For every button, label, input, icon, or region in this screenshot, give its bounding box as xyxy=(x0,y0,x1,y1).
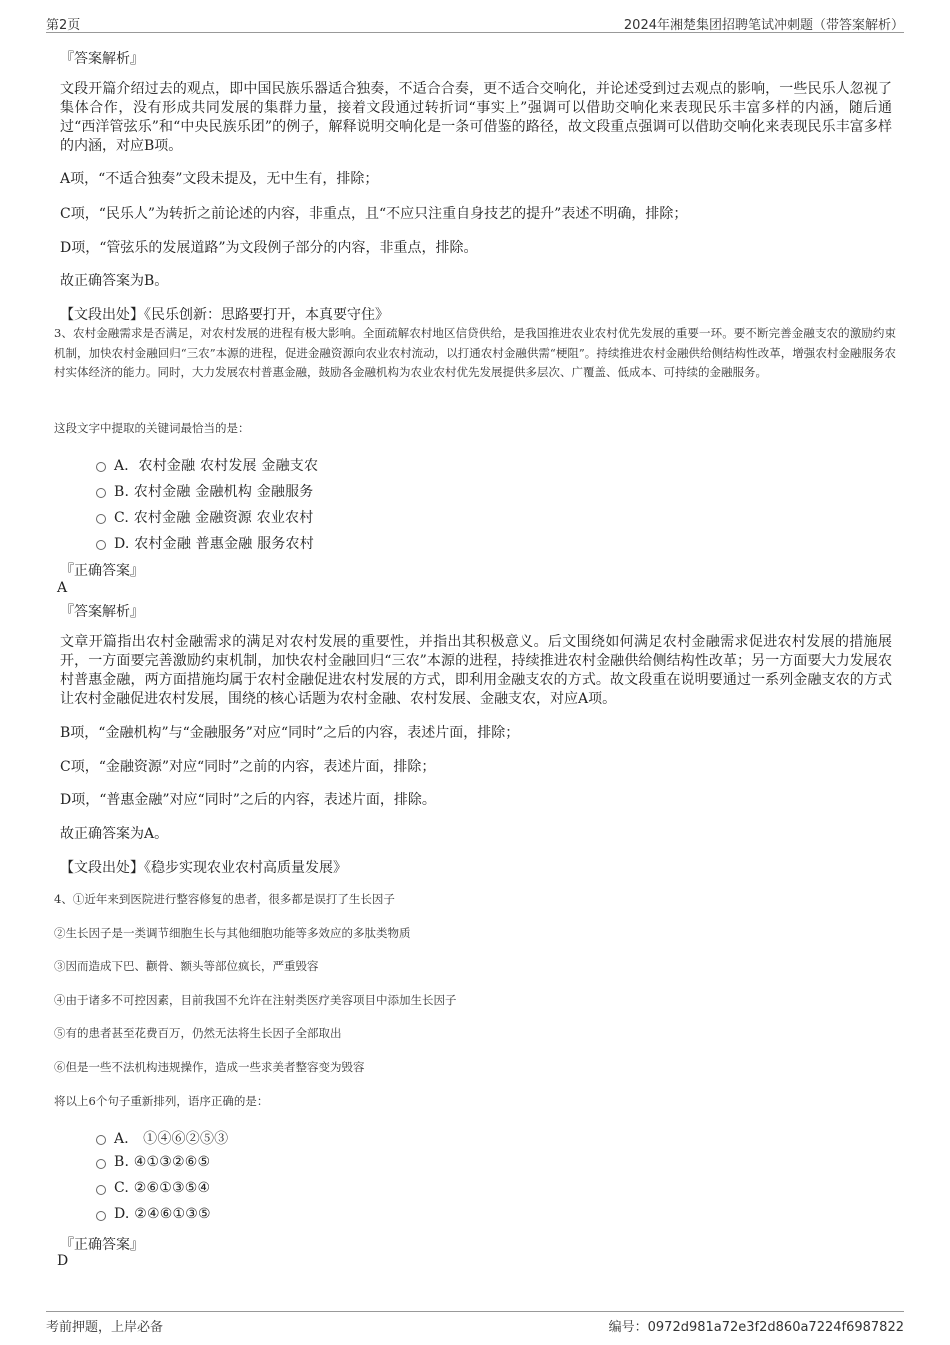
q4-answer-label: 『正确答案』 xyxy=(60,1237,144,1253)
q3-option-b[interactable]: B. 农村金融 金融机构 金融服务 xyxy=(96,481,314,501)
q3-option-a[interactable]: A．农村金融 农村发展 金融支农 xyxy=(96,455,318,475)
page-header xyxy=(46,12,904,33)
q2-conclusion: 故正确答案为B。 xyxy=(60,273,169,289)
q3-option-d[interactable]: D. 农村金融 普惠金融 服务农村 xyxy=(96,533,314,553)
radio-icon[interactable] xyxy=(96,488,106,498)
q3-c-note: C项，“金融资源”对应“同时”之前的内容，表述片面，排除； xyxy=(60,759,436,775)
q3-option-c[interactable]: C. 农村金融 金融资源 农业农村 xyxy=(96,507,313,527)
q3-answer: A xyxy=(57,580,68,596)
q3-conclusion: 故正确答案为A。 xyxy=(60,826,169,842)
radio-icon[interactable] xyxy=(96,514,106,524)
q3-stem: 3、农村金融需求是否满足，对农村发展的进程有极大影响。全面疏解农村地区信贷供给，是我国推进农业农村优先发展的重要一环。要不断完善金融支农的激励约束机制，加快农村金融回归“三农”本源的进程，促进金融资源向农业农村流动，以打通农村金融供需“梗阻”。持续推进农村金融供给侧结构性改革，增强农村金融服务农村实体经济的能力。同时，大力发展农村普惠金融，鼓励各金融机构为农业农村优先发展提供多层次、广覆盖、低成本、可持续的金融服务。 xyxy=(54,326,896,379)
q3-b-note: B项，“金融机构”与“金融服务”对应“同时”之后的内容，表述片面，排除； xyxy=(60,725,520,741)
q4-line-4: ④由于诸多不可控因素，目前我国不允许在注射类医疗美容项目中添加生长因子 xyxy=(54,993,457,1007)
q4-line-1: 4、①近年来到医院进行整容修复的患者，很多都是误打了生长因子 xyxy=(54,892,395,906)
q2-source: 【文段出处】《民乐创新：思路要打开，本真要守住》 xyxy=(60,307,389,323)
radio-icon[interactable] xyxy=(96,1211,106,1221)
q4-option-c[interactable]: C. ②⑥①③⑤④ xyxy=(96,1180,210,1196)
radio-icon[interactable] xyxy=(96,1159,106,1169)
q2-analysis: 文段开篇介绍过去的观点，即中国民族乐器适合独奏，不适合合奏，更不适合交响化，并论述受到过去观点的影响，一些民乐人忽视了集体合作，没有形成共同发展的集群力量，接着文段通过转折词“事实上”强调可以借助交响化来表现民乐丰富多样的内涵，随后通过“西洋管弦乐”和“中央民族乐团”的例子，解释说明交响化是一条可借鉴的路径，故文段重点强调可以借助交响化来表现民乐丰富多样的内涵，对应B项。 xyxy=(60,81,892,154)
q3-d-note: D项，“普惠金融”对应“同时”之后的内容，表述片面，排除。 xyxy=(60,792,436,808)
q2-a-note: A项，“不适合独奏”文段未提及，无中生有，排除； xyxy=(60,171,379,187)
q3-source: 【文段出处】《稳步实现农业农村高质量发展》 xyxy=(60,860,347,876)
page-footer xyxy=(46,1311,904,1336)
q2-c-note: C项，“民乐人”为转折之前论述的内容，非重点，且“不应只注重自身技艺的提升”表述不明确，排除； xyxy=(60,206,688,222)
radio-icon[interactable] xyxy=(96,540,106,550)
q4-option-b[interactable]: B. ④①③②⑥⑤ xyxy=(96,1154,210,1170)
q4-line-5: ⑤有的患者甚至花费百万，仍然无法将生长因子全部取出 xyxy=(54,1026,342,1040)
q3-answer-label: 『正确答案』 xyxy=(60,563,144,579)
q3-analysis-label: 『答案解析』 xyxy=(60,604,144,620)
q4-question: 将以上6个句子重新排列，语序正确的是： xyxy=(54,1094,269,1108)
q4-line-2: ②生长因子是一类调节细胞生长与其他细胞功能等多效应的多肽类物质 xyxy=(54,926,411,940)
q4-option-a[interactable]: A． ①④⑥②⑤③ xyxy=(96,1128,228,1148)
radio-icon[interactable] xyxy=(96,1185,106,1195)
radio-icon[interactable] xyxy=(96,1135,106,1145)
footer-slogan: 考前押题，上岸必备 xyxy=(46,1320,164,1335)
q3-question: 这段文字中提取的关键词最恰当的是： xyxy=(54,421,250,435)
document-code: 编号：0972d981a72e3f2d860a7224f6987822 xyxy=(608,1320,904,1335)
q2-d-note: D项，“管弦乐的发展道路”为文段例子部分的内容，非重点，排除。 xyxy=(60,240,478,256)
q3-analysis: 文章开篇指出农村金融需求的满足对农村发展的重要性，并指出其积极意义。后文围绕如何满足农村金融需求促进农村发展的措施展开，一方面要完善激励约束机制，加快农村金融回归“三农”本源的进程，持续推进农村金融供给侧结构性改革；另一方面要大力发展农村普惠金融，两方面措施均属于农村金融促进农村发展的方式，即利用金融支农的方式。故文段重在说明要通过一系列金融支农的方式让农村金融促进农村发展，围绕的核心话题为农村金融、农村发展、金融支农，对应A项。 xyxy=(60,634,892,707)
q2-analysis-label: 『答案解析』 xyxy=(60,51,144,67)
q4-option-d[interactable]: D. ②④⑥①③⑤ xyxy=(96,1206,211,1222)
q4-line-3: ③因而造成下巴、颧骨、额头等部位疯长，严重毁容 xyxy=(54,959,319,973)
radio-icon[interactable] xyxy=(96,462,106,472)
page-number: 第2页 xyxy=(46,18,81,33)
q4-answer: D xyxy=(57,1253,69,1269)
q4-line-6: ⑥但是一些不法机构违规操作，造成一些求美者整容变为毁容 xyxy=(54,1060,365,1074)
document-title: 2024年湘楚集团招聘笔试冲刺题（带答案解析） xyxy=(623,18,904,33)
